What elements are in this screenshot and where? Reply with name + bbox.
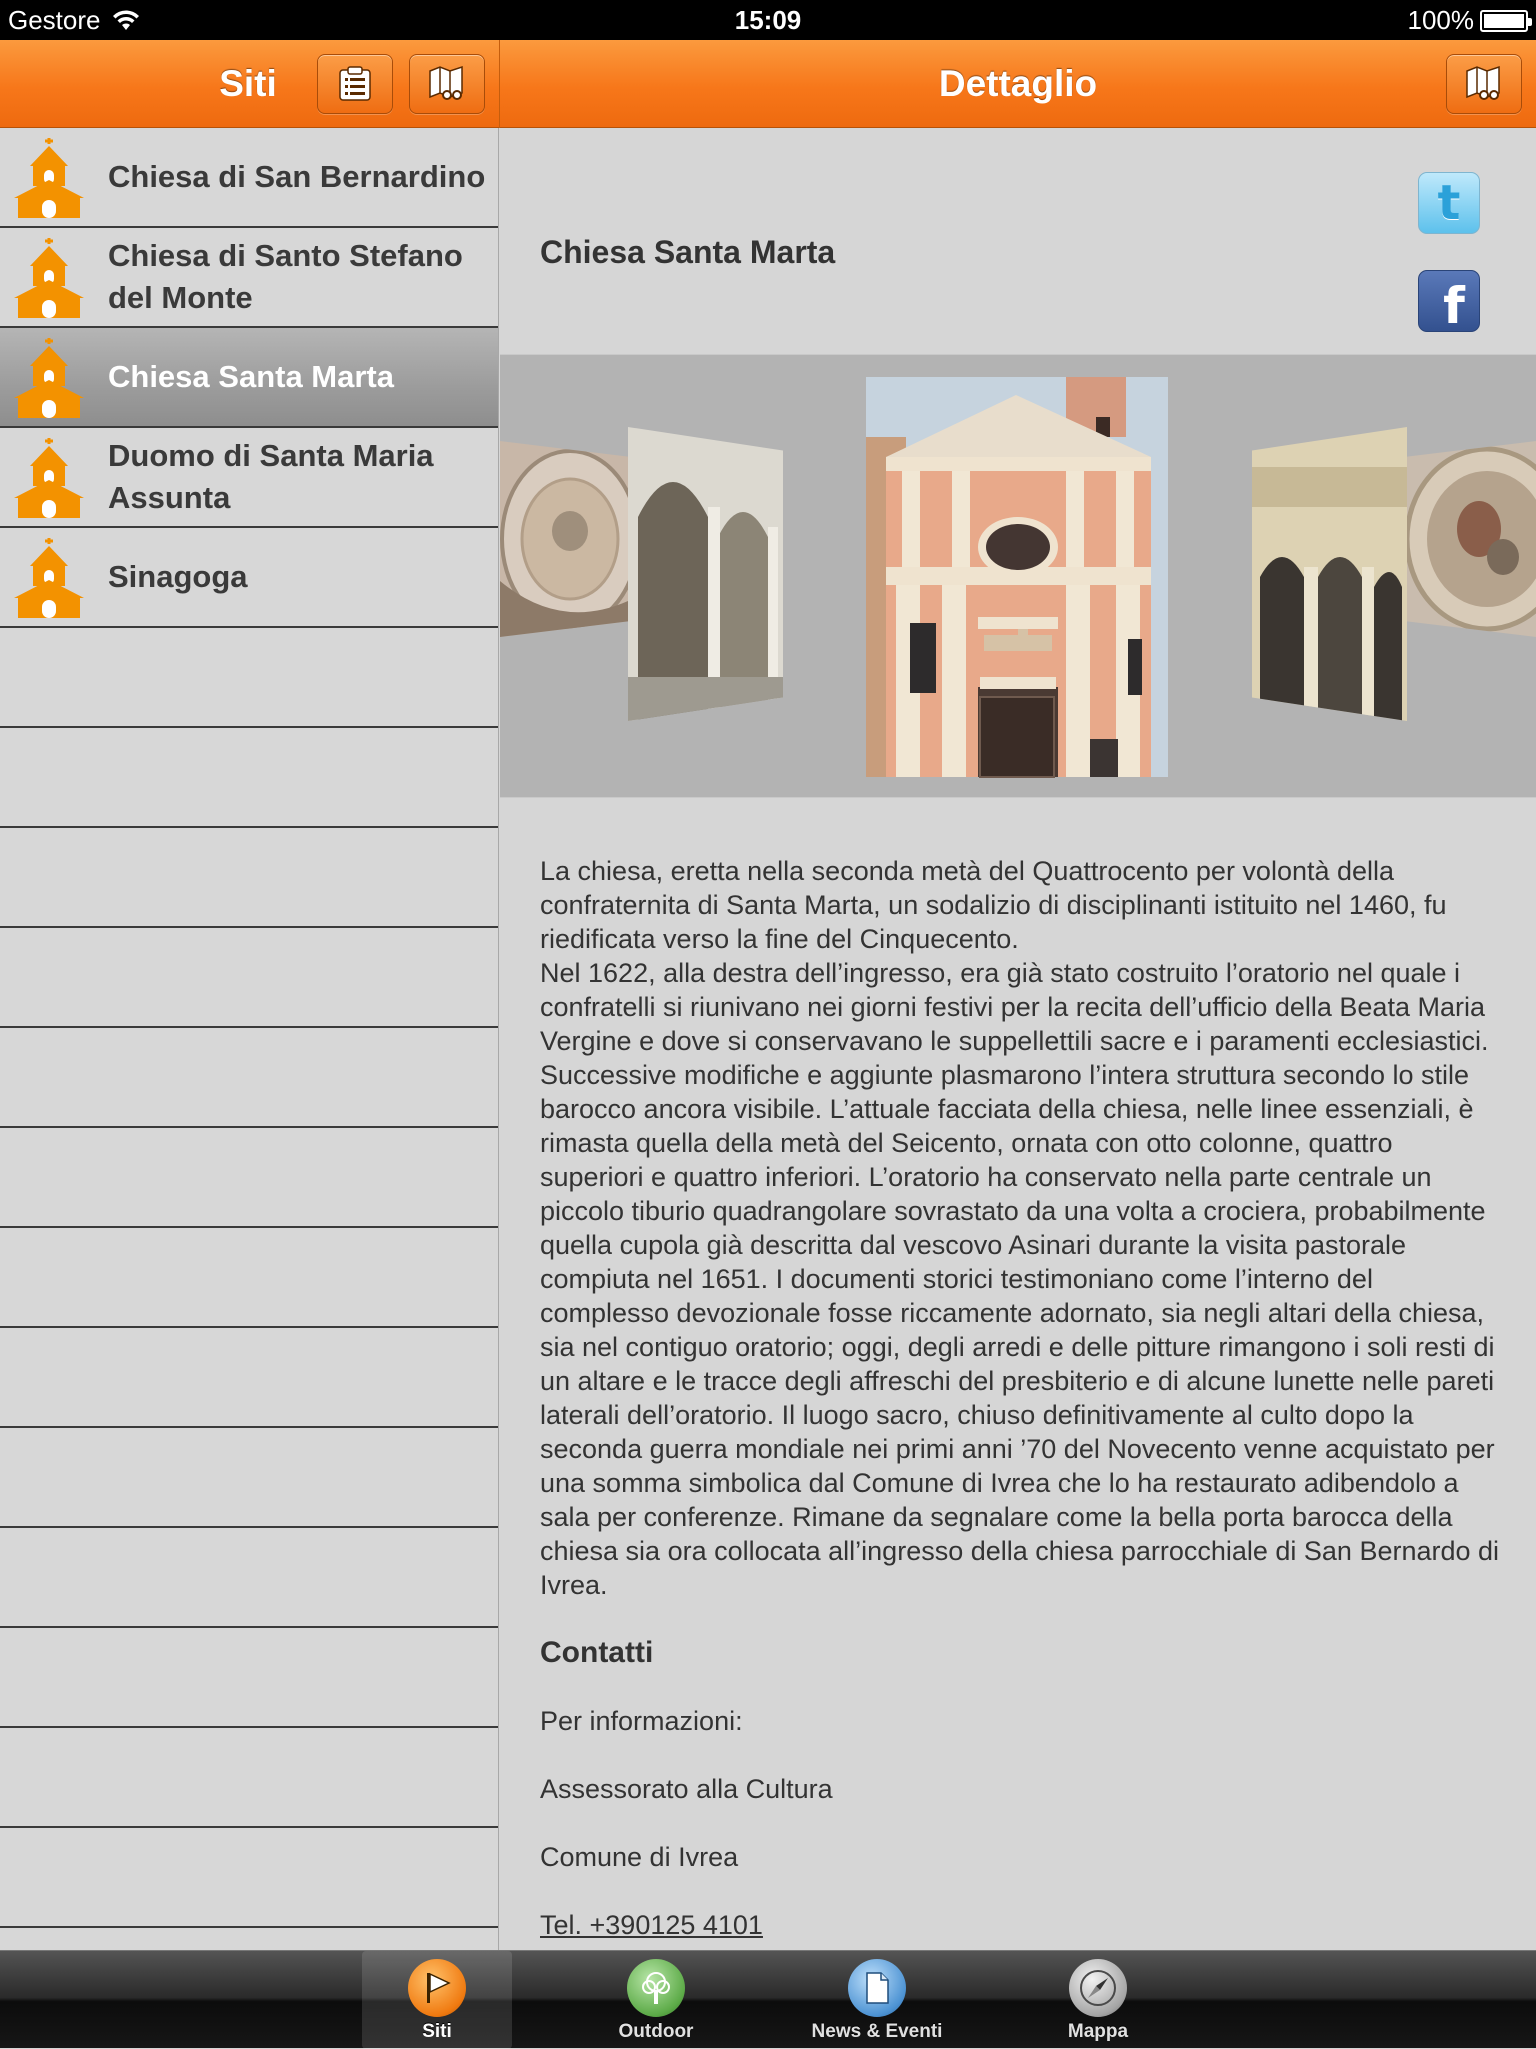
site-description-block bbox=[540, 820, 1500, 2044]
detail-nav-title: Dettaglio bbox=[938, 63, 1098, 104]
church-icon bbox=[8, 136, 90, 223]
battery-group bbox=[1408, 5, 1529, 36]
flag-icon bbox=[408, 1959, 466, 2017]
compass-icon bbox=[1069, 1959, 1127, 2017]
map-icon bbox=[1463, 65, 1505, 103]
document-icon bbox=[848, 1959, 906, 2017]
tab-outdoor-label: Outdoor bbox=[618, 2021, 694, 2042]
facebook-button[interactable] bbox=[1418, 270, 1480, 335]
empty-list-row bbox=[0, 628, 498, 728]
empty-list-row bbox=[0, 1528, 498, 1628]
site-list-item[interactable] bbox=[0, 128, 498, 228]
battery-percent: 100% bbox=[1407, 5, 1474, 35]
detail-pane[interactable] bbox=[500, 128, 1536, 1950]
facebook-icon: f bbox=[1443, 277, 1465, 335]
tab-siti[interactable] bbox=[362, 1951, 512, 2049]
church-icon bbox=[8, 236, 90, 323]
site-list-item-label: Chiesa Santa Marta bbox=[108, 359, 394, 394]
empty-list-row bbox=[0, 928, 498, 1028]
contact-line: Comune di Ivrea bbox=[540, 1842, 739, 1872]
site-list-item[interactable] bbox=[0, 228, 498, 328]
empty-list-row bbox=[0, 728, 498, 828]
tab-mappa-label: Mappa bbox=[1067, 2021, 1129, 2042]
battery-level bbox=[1484, 14, 1524, 28]
site-list-item-label: Sinagoga bbox=[108, 559, 248, 594]
tab-siti-label: Siti bbox=[422, 2021, 452, 2042]
tab-news-label: News & Eventi bbox=[811, 2021, 943, 2042]
church-icon bbox=[8, 436, 90, 523]
clipboard-icon bbox=[335, 65, 375, 103]
site-title: Chiesa Santa Marta bbox=[540, 234, 836, 270]
phone-link[interactable]: Tel. +390125 4101 bbox=[540, 1910, 763, 1940]
empty-list-row bbox=[0, 1828, 498, 1928]
photo-facade[interactable] bbox=[866, 377, 1168, 777]
site-list-item-label: Duomo di Santa Maria Assunta bbox=[108, 438, 434, 515]
site-list-item-label: Chiesa di Santo Stefano del Monte bbox=[108, 238, 463, 315]
sites-list[interactable] bbox=[0, 128, 499, 1950]
contacts-heading: Contatti bbox=[540, 1636, 654, 1669]
photo-carousel[interactable] bbox=[500, 354, 1536, 798]
navigation-bar bbox=[0, 40, 1536, 128]
photo-arcade-left[interactable] bbox=[628, 427, 783, 721]
site-list-item[interactable] bbox=[0, 428, 498, 528]
tree-icon bbox=[627, 1959, 685, 2017]
church-icon bbox=[8, 336, 90, 423]
status-bar bbox=[0, 0, 1536, 40]
empty-list-row bbox=[0, 1428, 498, 1528]
list-button[interactable] bbox=[317, 54, 393, 114]
status-time: 15:09 bbox=[734, 5, 802, 35]
empty-list-row bbox=[0, 828, 498, 928]
site-list-item[interactable] bbox=[0, 528, 498, 628]
tab-bar bbox=[0, 1950, 1536, 2048]
empty-list-row bbox=[0, 1228, 498, 1328]
photo-fresco-right[interactable] bbox=[1407, 441, 1536, 637]
site-description: La chiesa, eretta nella seconda metà del Quattrocento per volontà della confraternita di Santa Marta, un sodalizio di disciplinanti istituito nel 1460, fu riedificata verso la fine del Cinquecento. Nel 1622, alla destra dell’ingresso, era già stato costruito l’oratorio nel quale i confratelli si riunivano nei giorni festivi per la recita dell’ufficio della Beata Maria Vergine e dove si conservavano le suppellettili sacre e i paramenti ecclesiastici. Successive modifiche e aggiunte plasmarono l’intera struttura secondo lo stile barocco ancora visibile. L’attuale facciata della chiesa, nelle linee essenziali, è rimasta quella della metà del Seicento, ornata con otto colonne, quattro superiori e quattro inferiori. L’oratorio ha conservato nella parte centrale un piccolo tiburio quadrangolare sovrastato da una volta a crociera, probabilmente quella cupola già descritta dal vescovo Asinari durante la visita pastorale compiuta nel 1651. I documenti storici testimoniano come l’interno del complesso devozionale fosse riccamente adornato, sia negli altari della chiesa, sia nel contiguo oratorio; oggi, degli arredi e delle pitture rimangono i soli resti di un altare e le tracce degli affreschi del presbiterio e di alcune lunette nelle pareti laterali dell’oratorio. Il luogo sacro, chiuso definitivamente al culto dopo la seconda guerra mondiale nei primi anni ’70 del Novecento venne acquistato per una somma simbolica dal Comune di Ivrea che lo ha restaurato adibendolo a sala per conferenze. Rimane da segnalare come la bella porta barocca della chiesa sia ora collocata all’ingresso della chiesa parrocchiale di San Bernardo di Ivrea. bbox=[540, 856, 1500, 1600]
battery-icon bbox=[1480, 10, 1528, 32]
contact-line: Per informazioni: bbox=[540, 1706, 743, 1736]
sites-nav-title: Siti bbox=[219, 63, 277, 104]
contact-line: Assessorato alla Cultura bbox=[540, 1774, 833, 1804]
empty-list-row bbox=[0, 1128, 498, 1228]
empty-list-row bbox=[0, 1628, 498, 1728]
nav-divider bbox=[499, 40, 500, 128]
photo-dome-left[interactable] bbox=[500, 441, 628, 637]
twitter-icon: t bbox=[1437, 175, 1461, 231]
site-list-item[interactable] bbox=[0, 328, 498, 428]
church-icon bbox=[8, 536, 90, 623]
photo-arcade-right[interactable] bbox=[1252, 427, 1407, 721]
detail-map-button[interactable] bbox=[1446, 54, 1522, 114]
twitter-button[interactable] bbox=[1418, 172, 1480, 234]
empty-list-row bbox=[0, 1028, 498, 1128]
tab-mappa[interactable] bbox=[1023, 1951, 1173, 2049]
map-icon bbox=[426, 65, 468, 103]
site-list-item-label: Chiesa di San Bernardino bbox=[108, 159, 486, 194]
map-button[interactable] bbox=[409, 54, 485, 114]
tab-outdoor[interactable] bbox=[581, 1951, 731, 2049]
empty-list-row bbox=[0, 1328, 498, 1428]
carrier-label: Gestore bbox=[8, 5, 101, 35]
tab-news-eventi[interactable] bbox=[802, 1951, 952, 2049]
empty-list-row bbox=[0, 1728, 498, 1828]
